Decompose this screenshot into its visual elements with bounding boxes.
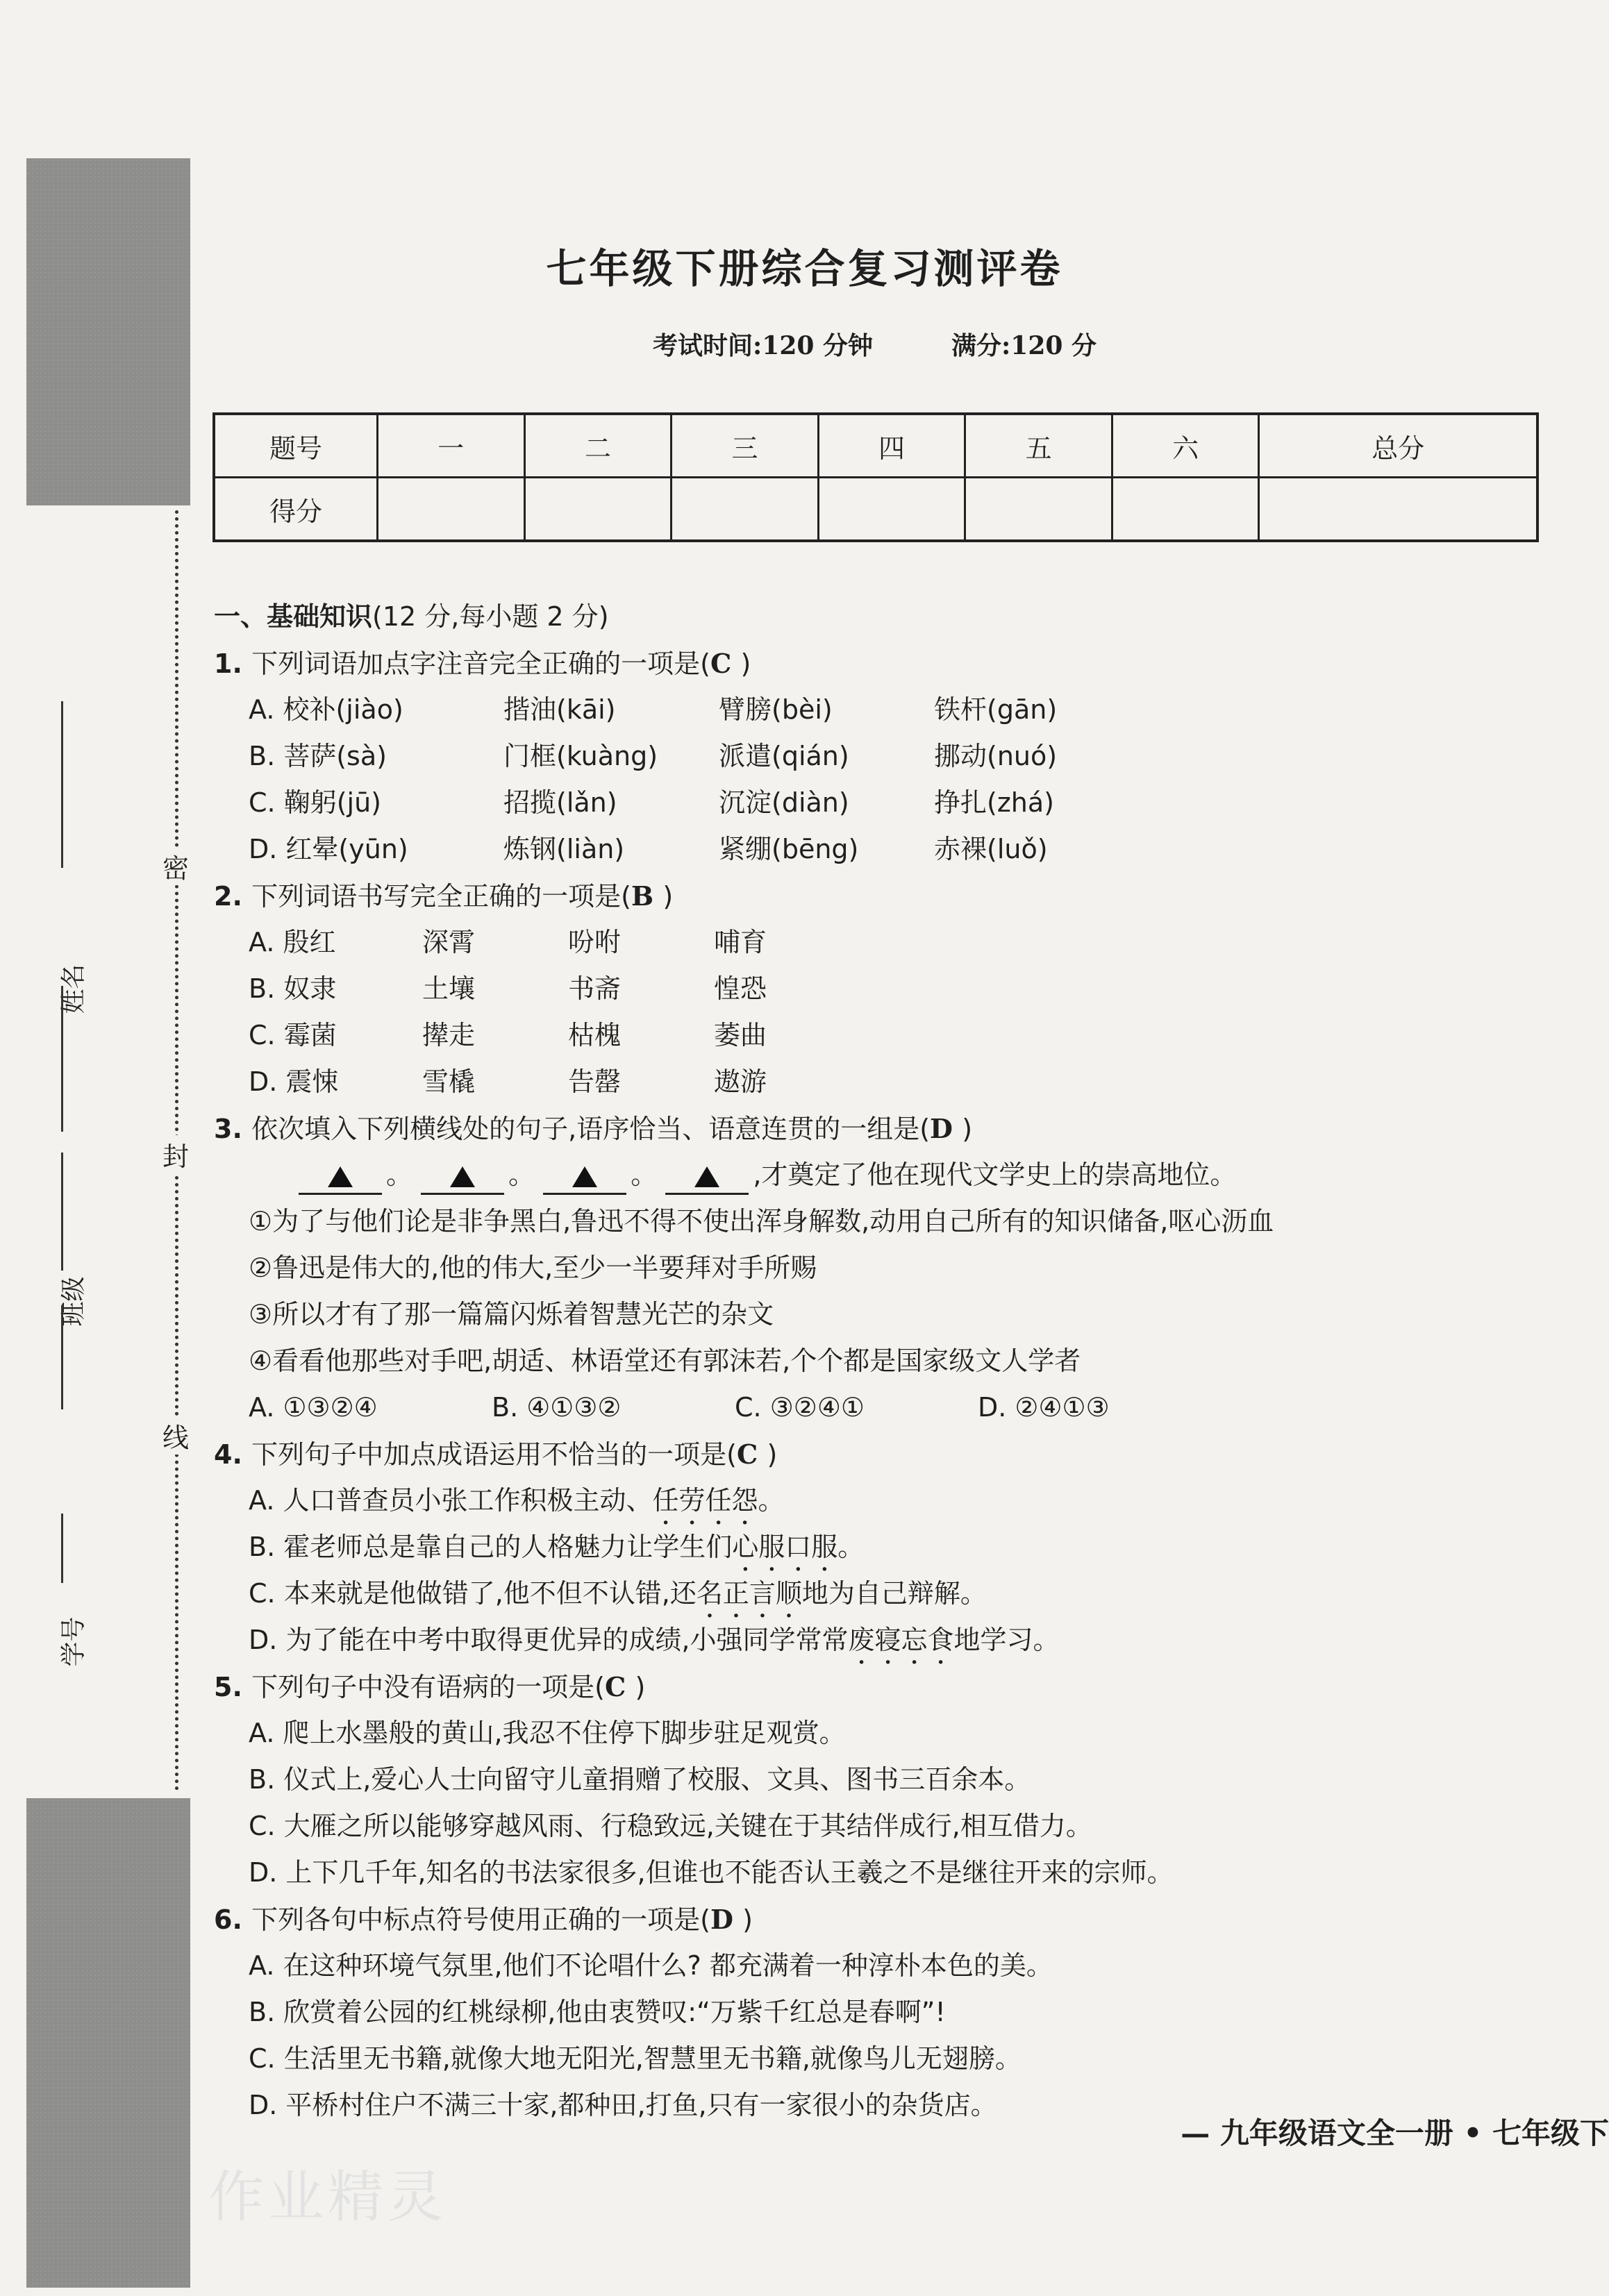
name-label: 姓名 xyxy=(59,964,88,1014)
answer: C xyxy=(736,1439,758,1470)
question-text: 下列各句中标点符号使用正确的一项是( xyxy=(251,1904,710,1935)
option-b: B. 仪式上,爱心人士向留守儿童捐赠了校服、文具、图书三百余本。 xyxy=(249,1764,1031,1795)
questions-content xyxy=(214,594,1533,2129)
name-line-upper xyxy=(61,701,63,868)
class-line-lower xyxy=(61,1305,63,1409)
option-c: C. 鞠躬(jū) xyxy=(249,787,381,818)
option-item: 书斋 xyxy=(568,973,622,1004)
option-item: 萎曲 xyxy=(714,1020,767,1050)
dotted-idiom: 名正言顺 xyxy=(696,1578,802,1609)
sentence-item: ②鲁迅是伟大的,他的伟大,至少一半要拜对手所赐 xyxy=(249,1252,817,1283)
class-label: 班级 xyxy=(59,1276,88,1327)
score-table-score-row xyxy=(214,478,1537,542)
option-item: 赤裸(luǒ) xyxy=(934,834,1048,864)
score-cell[interactable] xyxy=(818,478,965,542)
dotted-idiom: 任劳任怨 xyxy=(652,1485,758,1516)
option-text: D. 为了能在中考中取得更优异的成绩,小强同学常常 xyxy=(249,1625,849,1655)
fill-blank-row xyxy=(214,1152,1533,1198)
question-number: 2. xyxy=(214,881,242,912)
score-table xyxy=(212,412,1539,542)
name-line-lower xyxy=(61,986,63,1132)
question-number: 4. xyxy=(214,1439,242,1470)
option-text: 地为自己辩解。 xyxy=(801,1578,987,1609)
question-2 xyxy=(214,873,1533,919)
question-close: ) xyxy=(962,1114,973,1144)
option-item: 撵走 xyxy=(422,1020,476,1050)
score-cell[interactable] xyxy=(524,478,672,542)
table-cell: 题号 xyxy=(214,414,378,478)
option-c xyxy=(214,1570,1533,1617)
question-close: ) xyxy=(662,881,674,912)
option-row xyxy=(214,919,1533,966)
question-text: 下列词语加点字注音完全正确的一项是( xyxy=(251,648,710,679)
question-close: ) xyxy=(740,648,751,679)
option-item: 挣扎(zhá) xyxy=(934,787,1054,818)
option-item: 吩咐 xyxy=(568,927,622,957)
option-a xyxy=(214,1477,1533,1524)
question-number: 1. xyxy=(214,648,242,679)
watermark: 作业精灵 xyxy=(208,2165,447,2229)
option-item: 臂膀(bèi) xyxy=(719,694,833,725)
table-cell: 六 xyxy=(1112,414,1259,478)
option-c: C. 大雁之所以能够穿越风雨、行稳致远,关键在于其结伴成行,相互借力。 xyxy=(249,1811,1092,1841)
option-row xyxy=(214,687,1533,733)
score-cell[interactable] xyxy=(672,478,819,542)
triangle-icon xyxy=(694,1166,719,1187)
option-text: 。 xyxy=(837,1532,865,1562)
option-item: 紧绷(bēng) xyxy=(719,834,859,864)
table-cell: 一 xyxy=(378,414,525,478)
option-text: B. 霍老师总是靠自己的人格魅力让学生们 xyxy=(249,1532,733,1562)
option-text: 地学习。 xyxy=(953,1625,1060,1655)
question-text: 下列词语书写完全正确的一项是( xyxy=(251,881,631,912)
option-a: A. 在这种环境气氛里,他们不论唱什么? 都充满着一种淳朴本色的美。 xyxy=(249,1950,1053,1981)
seal-char-mi: 密 xyxy=(157,847,194,885)
score-cell[interactable] xyxy=(1259,478,1537,542)
triangle-icon xyxy=(328,1166,353,1187)
score-table-header-row xyxy=(214,414,1537,478)
option-row xyxy=(214,1059,1533,1105)
answer: B xyxy=(631,880,654,912)
question-number: 6. xyxy=(214,1904,242,1935)
option-a: A. 校补(jiào) xyxy=(249,694,403,725)
question-close: ) xyxy=(635,1672,646,1702)
option-item: 沉淀(diàn) xyxy=(719,787,849,818)
margin-gray-block-top xyxy=(26,158,190,505)
dotted-idiom: 废寝忘食 xyxy=(848,1625,954,1655)
option-item: 派遣(qián) xyxy=(719,741,849,771)
option-c: C. ③②④① xyxy=(735,1392,865,1423)
section-title-text: 一、基础知识 xyxy=(214,601,373,632)
answer: D xyxy=(930,1113,953,1144)
seal-char-feng: 封 xyxy=(157,1135,194,1173)
option-item: 铁杆(gān) xyxy=(934,694,1058,725)
option-d: D. 上下几千年,知名的书法家很多,但谁也不能否认王羲之不是继往开来的宗师。 xyxy=(249,1857,1174,1888)
option-item: 挪动(nuó) xyxy=(934,741,1058,771)
option-d: D. 震悚 xyxy=(249,1066,339,1097)
question-close: ) xyxy=(767,1439,778,1470)
fill-blank[interactable] xyxy=(299,1157,382,1195)
option-b: B. 欣赏着公园的红桃绿柳,他由衷赞叹:“万紫千红总是春啊”! xyxy=(249,1997,946,2027)
option-b: B. 菩萨(sà) xyxy=(249,741,387,771)
score-cell[interactable] xyxy=(1112,478,1259,542)
question-5 xyxy=(214,1664,1533,1710)
sentence-item: ③所以才有了那一篇篇闪烁着智慧光芒的杂文 xyxy=(249,1299,774,1330)
option-b xyxy=(214,1524,1533,1570)
question-1 xyxy=(214,640,1533,687)
option-row xyxy=(214,1012,1533,1059)
option-d xyxy=(214,1617,1533,1664)
fill-blank[interactable] xyxy=(421,1157,504,1195)
score-cell[interactable] xyxy=(378,478,525,542)
separator: 。 xyxy=(386,1159,413,1190)
option-item: 雪橇 xyxy=(422,1066,476,1097)
answer: D xyxy=(710,1904,733,1935)
question-3 xyxy=(214,1105,1533,1152)
option-row xyxy=(214,733,1533,780)
table-cell: 五 xyxy=(965,414,1112,478)
table-cell: 总分 xyxy=(1259,414,1537,478)
option-item: 深霄 xyxy=(422,927,476,957)
section-title xyxy=(214,594,1533,640)
answer: C xyxy=(604,1671,626,1702)
option-row xyxy=(214,1384,1533,1431)
option-item: 揩油(kāi) xyxy=(503,694,616,725)
page-footer: — 九年级语文全一册 • 七年级下 xyxy=(1181,2116,1609,2150)
table-cell: 得分 xyxy=(214,478,378,542)
exam-time: 考试时间:120 分钟 xyxy=(653,331,873,360)
triangle-icon xyxy=(450,1166,475,1187)
option-row xyxy=(214,780,1533,826)
option-item: 遨游 xyxy=(714,1066,767,1097)
option-item: 枯槐 xyxy=(568,1020,622,1050)
option-a: A. ①③②④ xyxy=(249,1392,378,1423)
fill-blank[interactable] xyxy=(543,1157,626,1195)
question-number: 5. xyxy=(214,1672,242,1702)
table-cell: 四 xyxy=(818,414,965,478)
option-d: D. 平桥村住户不满三十家,都种田,打鱼,只有一家很小的杂货店。 xyxy=(249,2090,997,2120)
option-a: A. 爬上水墨般的黄山,我忍不住停下脚步驻足观赏。 xyxy=(249,1718,846,1748)
option-text: A. 人口普查员小张工作积极主动、 xyxy=(249,1485,653,1516)
option-item: 招揽(lǎn) xyxy=(503,787,617,818)
score-cell[interactable] xyxy=(965,478,1112,542)
dotted-idiom: 心服口服 xyxy=(732,1532,838,1562)
sentence-item: ④看看他那些对手吧,胡适、林语堂还有郭沫若,个个都是国家级文人学者 xyxy=(249,1346,1081,1376)
option-d: D. 红晕(yūn) xyxy=(249,834,408,864)
separator: 。 xyxy=(631,1159,658,1190)
answer: C xyxy=(710,648,732,679)
option-c: C. 生活里无书籍,就像大地无阳光,智慧里无书籍,就像鸟儿无翅膀。 xyxy=(249,2043,1022,2074)
question-6 xyxy=(214,1896,1533,1943)
option-text: 。 xyxy=(758,1485,785,1516)
option-row xyxy=(214,966,1533,1012)
question-text: 依次填入下列横线处的句子,语序恰当、语意连贯的一组是( xyxy=(251,1114,931,1144)
question-4 xyxy=(214,1431,1533,1477)
question-close: ) xyxy=(742,1904,753,1935)
option-item: 惶恐 xyxy=(714,973,767,1004)
separator: 。 xyxy=(508,1159,535,1190)
id-label: 学号 xyxy=(59,1616,88,1667)
triangle-icon xyxy=(572,1166,597,1187)
table-cell: 三 xyxy=(672,414,819,478)
option-item: 告罄 xyxy=(568,1066,622,1097)
option-item: 哺育 xyxy=(714,927,767,957)
option-item: 炼钢(liàn) xyxy=(503,834,625,864)
fill-blank[interactable] xyxy=(665,1157,749,1195)
option-b: B. 奴隶 xyxy=(249,973,337,1004)
sentence-item: ①为了与他们论是非争黑白,鲁迅不得不使出浑身解数,动用自己所有的知识储备,呕心沥血 xyxy=(249,1206,1274,1237)
option-item: 门框(kuàng) xyxy=(503,741,658,771)
question-number: 3. xyxy=(214,1114,242,1144)
question-text: 下列句子中加点成语运用不恰当的一项是( xyxy=(251,1439,737,1470)
question-text: 下列句子中没有语病的一项是( xyxy=(251,1672,605,1702)
section-subtitle: (12 分,每小题 2 分) xyxy=(372,601,609,632)
option-b: B. ④①③② xyxy=(492,1392,622,1423)
fill-tail-text: ,才奠定了他在现代文学史上的崇高地位。 xyxy=(753,1159,1237,1190)
option-a: A. 殷红 xyxy=(249,927,336,957)
option-item: 土壤 xyxy=(422,973,476,1004)
option-c: C. 霉菌 xyxy=(249,1020,337,1050)
full-score: 满分:120 分 xyxy=(951,331,1097,360)
option-text: C. 本来就是他做错了,他不但不认错,还 xyxy=(249,1578,697,1609)
margin-gray-block-bottom xyxy=(26,1798,190,2288)
page-title: 七年级下册综合复习测评卷 xyxy=(546,245,1063,292)
table-cell: 二 xyxy=(524,414,672,478)
seal-char-xian: 线 xyxy=(157,1416,194,1455)
option-row xyxy=(214,826,1533,873)
option-d: D. ②④①③ xyxy=(978,1392,1110,1423)
